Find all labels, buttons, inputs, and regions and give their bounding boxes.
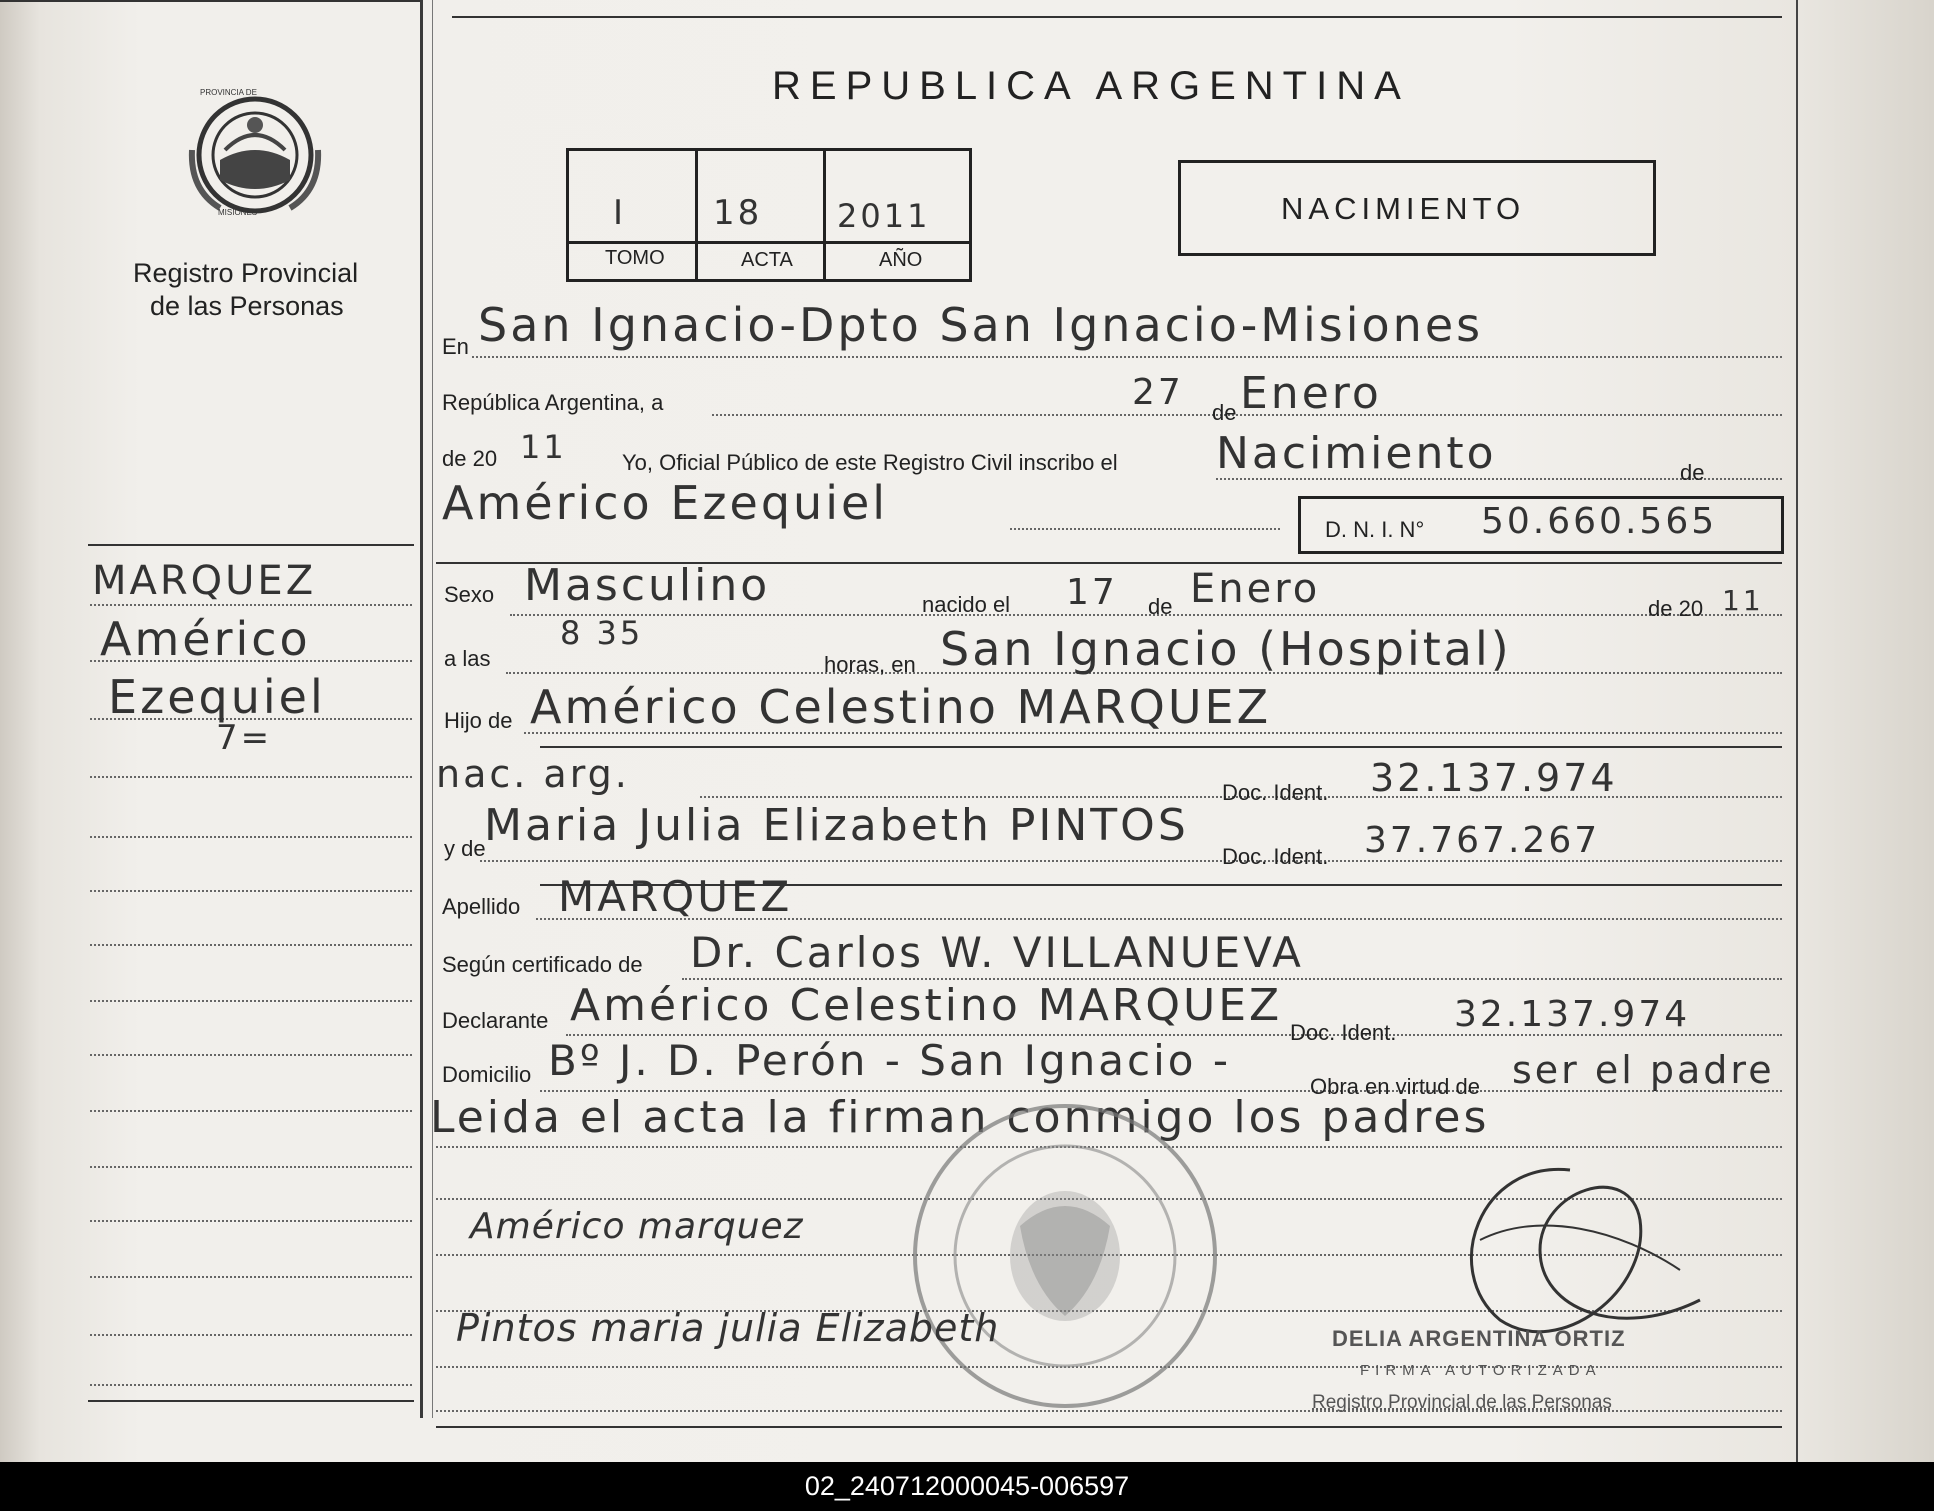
- margin-line: [90, 604, 412, 606]
- record-type: NACIMIENTO: [1281, 191, 1526, 226]
- doc-label-declarante: Doc. Ident.: [1290, 1020, 1397, 1045]
- child-name-value: Américo Ezequiel: [442, 476, 889, 530]
- dni-label: D. N. I. N°: [1325, 517, 1425, 542]
- column-divider: [420, 0, 423, 1418]
- leida-value: Leida el acta la firman conmigo los padres: [430, 1092, 1490, 1143]
- domicilio-value: Bº J. D. Perón - San Ignacio -: [548, 1036, 1232, 1085]
- nacido-day: 17: [1066, 572, 1118, 613]
- margin-line: [90, 1166, 412, 1168]
- doc-label-padre: Doc. Ident.: [1222, 780, 1329, 805]
- de-label-2: de: [1680, 460, 1705, 485]
- hora-value: 8 35: [560, 614, 644, 652]
- month-value: Enero: [1240, 368, 1382, 419]
- en-label: En: [442, 334, 469, 359]
- left-bottom-rule: [88, 1400, 414, 1402]
- day-value: 27: [1132, 372, 1184, 413]
- bottom-rule: [436, 1426, 1782, 1428]
- child-name-line: [1010, 528, 1280, 530]
- margin-line: [90, 1384, 412, 1386]
- oficial-text: Yo, Oficial Público de este Registro Civil inscribo el: [622, 450, 1118, 475]
- nacido-label: nacido el: [922, 592, 1011, 617]
- certificado-label: Según certificado de: [442, 952, 643, 977]
- obra-value: ser el padre: [1512, 1048, 1775, 1092]
- record-type-box: [1178, 160, 1656, 256]
- margin-line: [90, 1054, 412, 1056]
- margin-note-surname: MARQUEZ: [92, 558, 317, 604]
- margin-line: [90, 1110, 412, 1112]
- sexo-value: Masculino: [524, 560, 771, 611]
- page-edge: [1796, 0, 1798, 1462]
- anio-value: 2011: [837, 197, 931, 235]
- dni-box: [1298, 496, 1784, 554]
- seal-top-text: PROVINCIA DE: [200, 88, 257, 97]
- declarante-doc: 32.137.974: [1454, 994, 1691, 1035]
- declarante-value: Américo Celestino MARQUEZ: [570, 980, 1283, 1031]
- margin-line: [90, 836, 412, 838]
- signature-father: Américo marquez: [470, 1206, 804, 1247]
- en-line: [472, 356, 1782, 358]
- margin-line: [90, 776, 412, 778]
- dni-value: 50.660.565: [1481, 501, 1718, 542]
- record-number-box: [566, 148, 972, 282]
- tomo-value: I: [613, 193, 627, 233]
- margin-line: [90, 1220, 412, 1222]
- madre-value: Maria Julia Elizabeth PINTOS: [484, 800, 1189, 851]
- margin-note-closing: 7=: [216, 718, 273, 758]
- apellido-value: MARQUEZ: [558, 872, 793, 921]
- signature-mother: Pintos maria julia Elizabeth: [456, 1306, 1000, 1350]
- official-stamp-icon: [900, 1086, 1230, 1426]
- margin-line: [90, 1000, 412, 1002]
- hijo-label: Hijo de: [444, 708, 513, 733]
- acta-label: ACTA: [741, 249, 793, 271]
- seal-bottom-text: MISIONES: [218, 208, 258, 217]
- padre-value: Américo Celestino MARQUEZ: [530, 680, 1272, 734]
- nacido-month: Enero: [1190, 566, 1321, 612]
- column-divider-inner: [432, 0, 433, 1418]
- margin-line: [90, 1276, 412, 1278]
- certificado-value: Dr. Carlos W. VILLANUEVA: [690, 928, 1304, 977]
- margin-line: [90, 1334, 412, 1336]
- year-suffix: 11: [520, 428, 567, 466]
- margin-line: [90, 890, 412, 892]
- de2011-label: de 20: [1648, 596, 1704, 621]
- alas-label: a las: [444, 646, 491, 671]
- yde-label: y de: [444, 836, 486, 861]
- left-top-rule: [0, 0, 420, 2]
- official-role: FIRMA AUTORIZADA: [1360, 1362, 1602, 1379]
- org-name-line2: de las Personas: [150, 291, 344, 321]
- left-section-rule: [88, 544, 414, 546]
- anio-label: AÑO: [879, 249, 923, 271]
- tomo-label: TOMO: [605, 247, 665, 269]
- acto-value: Nacimiento: [1216, 428, 1497, 479]
- apellido-label: Apellido: [442, 894, 521, 919]
- republica-label: República Argentina, a: [442, 390, 664, 415]
- sexo-line: [510, 614, 1782, 616]
- image-id-caption: 02_240712000045-006597: [0, 1462, 1934, 1511]
- nacido-year: 11: [1722, 584, 1764, 617]
- madre-doc: 37.767.267: [1364, 820, 1601, 861]
- official-name: DELIA ARGENTINA ORTIZ: [1332, 1326, 1626, 1351]
- margin-note-name1: Américo: [100, 612, 311, 666]
- official-org: Registro Provincial de las Personas: [1312, 1392, 1612, 1413]
- padre-nac: nac. arg.: [436, 752, 630, 796]
- obra-label: Obra en virtud de: [1310, 1074, 1480, 1099]
- domicilio-label: Domicilio: [442, 1062, 532, 1087]
- doc-label-madre: Doc. Ident.: [1222, 844, 1329, 869]
- org-name-line1: Registro Provincial: [133, 258, 359, 288]
- de-label: de: [1212, 400, 1237, 425]
- country-title: REPUBLICA ARGENTINA: [772, 64, 1410, 108]
- acta-value: 18: [713, 193, 763, 233]
- de20-label: de 20: [442, 446, 498, 471]
- declarante-label: Declarante: [442, 1008, 549, 1033]
- top-rule: [452, 16, 1782, 18]
- de-label-3: de: [1148, 594, 1173, 619]
- place-value: San Ignacio-Dpto San Ignacio-Misiones: [478, 298, 1484, 352]
- sexo-label: Sexo: [444, 582, 495, 607]
- lugar-value: San Ignacio (Hospital): [940, 622, 1512, 676]
- horas-label: horas, en: [824, 652, 916, 677]
- padre-rule: [540, 746, 1782, 748]
- padre-doc: 32.137.974: [1370, 756, 1618, 800]
- margin-note-name2: Ezequiel: [108, 670, 326, 724]
- margin-line: [90, 944, 412, 946]
